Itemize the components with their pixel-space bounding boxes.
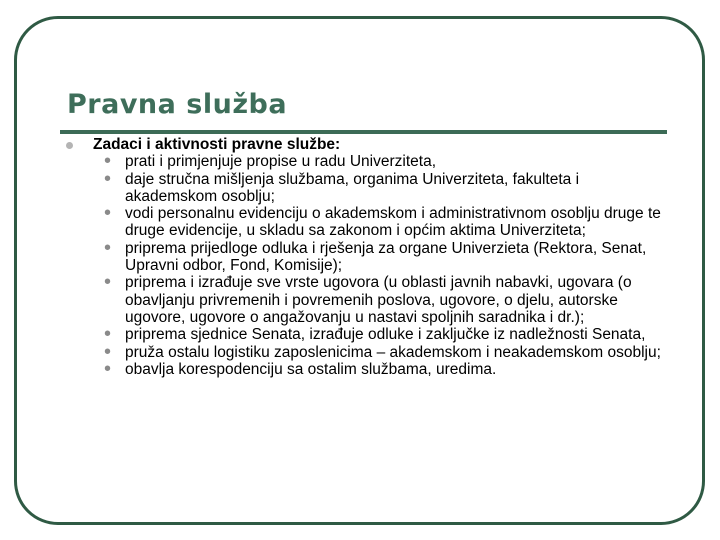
dot-bullet-icon: • [104,202,112,225]
dot-bullet-icon: • [104,357,112,380]
dot-bullet-icon: • [104,323,112,346]
sub-item-text: priprema i izrađuje sve vrste ugovora (u oblasti javnih nabavki, ugovara (o obavljanju privremenih i povremenih poslova, ugovore, o djelu, autorske ugovore, ugovore o angažovanju u nastavi spoljnih saradnika i dr.); [125,274,632,326]
dot-bullet-icon: • [104,167,112,190]
sub-item-text: priprema prijedloge odluka i rješenja za organe Univerzieta (Rektora, Senat, Upravni odbor, Fond, Komisije); [125,239,647,275]
sub-bullet-item [93,167,672,206]
slide-content [62,136,672,378]
sub-item-text: prati i primjenjuje propise u radu Univerziteta, [125,153,437,171]
sub-bullet-list [93,150,672,380]
sub-bullet-item [93,340,672,363]
sub-bullet-item [93,150,672,173]
main-bullet-item [62,136,672,378]
sub-bullet-item [93,202,672,240]
dot-bullet-icon: • [104,271,112,294]
sub-item-text: pruža ostalu logistiku zaposlenicima – akademskom i neakademskom osoblju; [125,343,661,361]
round-bullet-icon [66,142,73,149]
sub-bullet-item [93,323,672,346]
dot-bullet-icon: • [104,340,112,363]
sub-item-text: daje stručna mišljenja službama, organima Univerziteta, fakulteta i akademskom osoblju; [125,170,580,205]
slide-title: Pravna služba [67,89,288,120]
dot-bullet-icon: • [104,150,112,173]
sub-bullet-item [93,271,672,326]
sub-item-text: priprema sjednice Senata, izrađuje odluke i zaključke iz nadležnosti Senata, [125,326,646,344]
sub-bullet-item [93,236,672,275]
dot-bullet-icon: • [104,236,112,259]
sub-bullet-item [93,357,672,380]
sub-item-text: vodi personalnu evidenciju o akademskom i administrativnom osoblju druge te druge evidencije, u skladu sa zakonom i općim aktima Univerziteta; [125,205,661,240]
sub-item-text: obavlja korespodenciju sa ostalim službama, uredima. [125,360,497,378]
main-item-text: Zadaci i aktivnosti pravne službe: [93,136,341,153]
title-divider [60,130,667,134]
